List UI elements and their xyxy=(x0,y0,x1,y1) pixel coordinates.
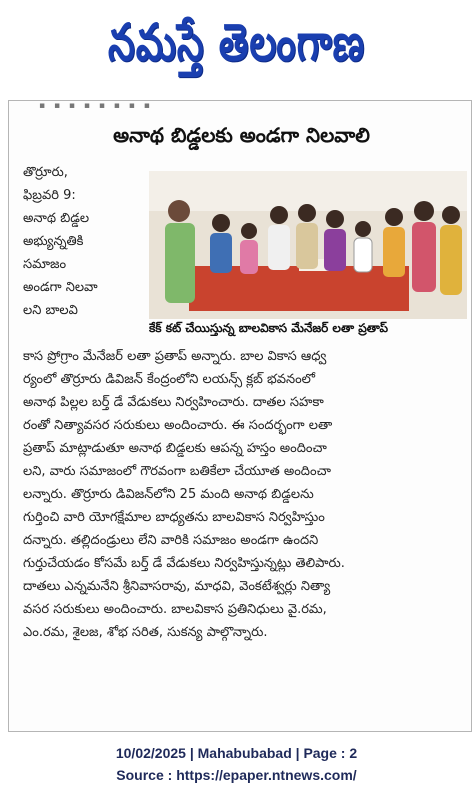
page xyxy=(4,4,469,794)
text-line: కాస ప్రోగ్రాం మేనేజర్ లతా ప్రతాప్ అన్నారు. బాల వికాస ఆధ్వ xyxy=(23,349,327,364)
text-line: సమాజం xyxy=(23,257,67,272)
text-line: అభ్యున్నతికి xyxy=(23,234,84,249)
text-line: రంతో నిత్యావసర సరుకులు అందించారు. ఈ సందర్భంగా లతా xyxy=(23,418,333,433)
article-headline: అనాథ బిడ్డలకు అండగా నిలవాలి xyxy=(113,123,370,147)
text-line: గుర్తించి వారి యోగక్షేమాల బాధ్యతను బాలవికాస నిర్వహిస్తుం xyxy=(23,510,325,525)
edition-info: 10/02/2025 | Mahabubabad | Page : 2 xyxy=(115,745,358,761)
text-line: లని బాలవి xyxy=(23,303,78,318)
newspaper-title: నమస్తే తెలంగాణ xyxy=(108,12,365,72)
text-line: దాతలు ఎన్నమనేని శ్రీనివాసరావు, మాధవి, వెంకటేశ్వర్లు నిత్యా xyxy=(23,579,331,594)
text-line: అనాథ బిడ్డల xyxy=(23,211,90,226)
text-line: ర్యంలో తొర్రూరు డివిజన్ కేంద్రంలోని లయన్స్ క్లబ్ భవనంలో xyxy=(23,372,316,387)
text-line: ప్రతాప్ మాట్లాడుతూ అనాథ బిడ్డలకు ఆపన్న హస్తం అందించా xyxy=(23,441,327,456)
news-article xyxy=(8,100,472,732)
text-line: దన్నారు. తల్లిదండ్రులు లేని వారికి సమాజం అండగా ఉందని xyxy=(23,533,319,548)
text-line: తొర్రూరు, xyxy=(23,165,68,180)
photo-illustration xyxy=(149,171,467,319)
photo-caption: కేక్ కట్ చేయిస్తున్న బాలవికాస మేనేజర్ లతా ప్రతాప్ xyxy=(149,321,389,335)
text-line: లన్నారు. తొర్రూరు డివిజన్‌లోని 25 మంది అనాథ బిడ్డలను xyxy=(23,487,314,502)
article-body xyxy=(23,345,463,644)
clipped-previous-line: ▪︎ ▪︎ ▪︎ ▪︎ ▪︎ ▪︎ ▪︎ ▪︎ xyxy=(39,101,153,111)
event-photo xyxy=(149,171,467,319)
masthead xyxy=(4,4,469,94)
text-line: వసర సరుకులు అందించారు. బాలవికాస ప్రతినిధులు వై.రమ, xyxy=(23,602,327,617)
text-line: లని, వారు సమాజంలో గౌరవంగా బతికేలా చేయూత అందించా xyxy=(23,464,331,479)
text-line: ఎం.రమ, శైలజ, శోభ సరిత, సుకన్య పాల్గొన్నారు. xyxy=(23,625,268,640)
left-column xyxy=(23,161,141,322)
source-link[interactable]: Source : https://epaper.ntnews.com/ xyxy=(116,767,357,783)
text-line: అండగా నిలవా xyxy=(23,280,98,295)
text-line: ఫిబ్రవరి 9: xyxy=(23,188,76,203)
text-line: అనాథ పిల్లల బర్త్ డే వేడుకలు నిర్వహించారు. దాతల సహకా xyxy=(23,395,324,410)
text-line: గుర్తుచేయడం కోసమే బర్త్ డే వేడుకలు నిర్వహిస్తున్నట్లు తెలిపారు. xyxy=(23,556,345,571)
source-footer xyxy=(4,742,469,786)
